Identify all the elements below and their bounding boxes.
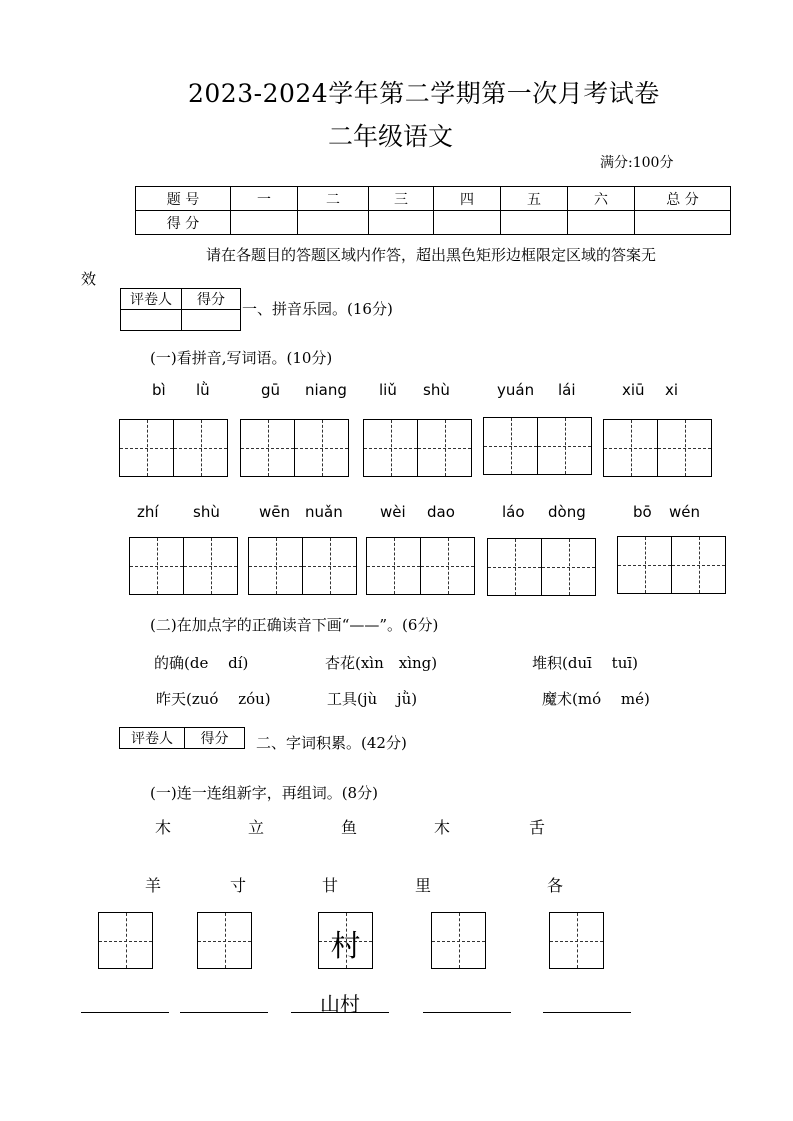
section1-title: 一、拼音乐园。(16分) (242, 300, 393, 318)
char-box[interactable] (549, 912, 604, 969)
pinyin: shù (193, 503, 220, 521)
component-char[interactable]: 里 (415, 876, 432, 895)
radical-char[interactable]: 木 (155, 818, 172, 837)
exam-subtitle: 二年级语文 (328, 122, 454, 151)
pinyin: bì (152, 381, 166, 399)
score-header-cell: 五 (501, 187, 568, 211)
pinyin: nuǎn (305, 503, 343, 521)
score-row-label: 得 分 (136, 211, 231, 235)
pinyin: zhí (137, 503, 159, 521)
section2-part1-title: (一)连一连组新字，再组词。(8分) (150, 784, 378, 802)
pinyin: lái (558, 381, 576, 399)
grader-box-2 (119, 727, 245, 749)
reading-choice[interactable]: 工具(jù jǜ) (327, 690, 418, 708)
writing-grid[interactable] (119, 419, 228, 477)
answer-line[interactable] (180, 1012, 268, 1013)
char-box-example (318, 912, 373, 969)
score-header-cell: 题 号 (136, 187, 231, 211)
reading-choice[interactable]: 的确(de dí) (154, 654, 249, 672)
char-box[interactable] (197, 912, 252, 969)
writing-grid[interactable] (129, 537, 238, 595)
score-input-cell[interactable] (635, 211, 731, 235)
grader-box-1 (120, 288, 241, 331)
grader-input[interactable] (121, 310, 182, 331)
component-char[interactable]: 羊 (145, 876, 162, 895)
score-input-cell[interactable] (568, 211, 635, 235)
writing-grid[interactable] (487, 538, 596, 596)
radical-char[interactable]: 鱼 (341, 818, 358, 837)
pinyin: dòng (548, 503, 586, 521)
pinyin: liǔ (379, 381, 397, 399)
score-input-cell[interactable] (501, 211, 568, 235)
writing-grid[interactable] (483, 417, 592, 475)
score-header-cell: 一 (231, 187, 298, 211)
answer-line[interactable] (543, 1012, 631, 1013)
grader-label: 评卷人 (120, 728, 185, 749)
answer-notice-cont: 效 (81, 270, 97, 288)
writing-grid[interactable] (363, 419, 472, 477)
score-input-cell[interactable] (298, 211, 369, 235)
score-label: 得分 (185, 728, 245, 749)
char-box[interactable] (98, 912, 153, 969)
component-char[interactable]: 各 (547, 876, 564, 895)
full-score: 满分:100分 (600, 155, 674, 171)
component-char[interactable]: 寸 (230, 876, 247, 895)
score-input[interactable] (182, 310, 241, 331)
answer-notice: 请在各题目的答题区域内作答，超出黑色矩形边框限定区域的答案无 (206, 246, 657, 264)
pinyin: bō (633, 503, 652, 521)
reading-choice[interactable]: 杏花(xìn xìng) (325, 654, 438, 672)
pinyin: xi (665, 381, 679, 399)
radical-char[interactable]: 木 (434, 818, 451, 837)
pinyin: shù (423, 381, 450, 399)
writing-grid[interactable] (240, 419, 349, 477)
score-input-cell[interactable] (434, 211, 501, 235)
writing-grid[interactable] (617, 536, 726, 594)
score-header-cell: 四 (434, 187, 501, 211)
component-char[interactable]: 甘 (322, 876, 339, 895)
grader-label: 评卷人 (121, 289, 182, 310)
score-table-header-row (136, 187, 731, 211)
pinyin: yuán (497, 381, 535, 399)
answer-line[interactable] (423, 1012, 511, 1013)
score-table-score-row (136, 211, 731, 235)
pinyin: niang (305, 381, 347, 399)
score-input-cell[interactable] (231, 211, 298, 235)
score-header-cell: 六 (568, 187, 635, 211)
radical-char[interactable]: 舌 (529, 818, 546, 837)
score-header-cell: 三 (369, 187, 434, 211)
radical-char[interactable]: 立 (248, 818, 265, 837)
score-header-cell: 二 (298, 187, 369, 211)
pinyin: láo (502, 503, 525, 521)
example-char: 村 (330, 929, 361, 964)
reading-choice[interactable]: 昨天(zuó zóu) (156, 690, 271, 708)
reading-choice[interactable]: 堆积(duī tuī) (532, 654, 639, 672)
pinyin: dao (427, 503, 455, 521)
pinyin: wēn (259, 503, 291, 521)
writing-grid[interactable] (248, 537, 357, 595)
section1-part2-title: (二)在加点字的正确读音下画“——”。(6分) (150, 616, 439, 634)
score-label: 得分 (182, 289, 241, 310)
writing-grid[interactable] (603, 419, 712, 477)
char-box[interactable] (431, 912, 486, 969)
pinyin: wèi (380, 503, 406, 521)
score-input-cell[interactable] (369, 211, 434, 235)
pinyin: xiū (622, 381, 645, 399)
score-table (135, 186, 731, 235)
score-header-cell: 总 分 (635, 187, 731, 211)
pinyin: gū (261, 381, 281, 399)
example-word: 山村 (320, 992, 360, 1016)
pinyin: wén (669, 503, 701, 521)
answer-line[interactable] (81, 1012, 169, 1013)
section1-part1-title: (一)看拼音,写词语。(10分) (150, 349, 333, 367)
writing-grid[interactable] (366, 537, 475, 595)
section2-title: 二、字词积累。(42分) (256, 734, 407, 752)
reading-choice[interactable]: 魔术(mó mé) (542, 690, 650, 708)
exam-title: 2023-2024学年第二学期第一次月考试卷 (188, 79, 660, 108)
pinyin: lǜ (196, 381, 210, 399)
